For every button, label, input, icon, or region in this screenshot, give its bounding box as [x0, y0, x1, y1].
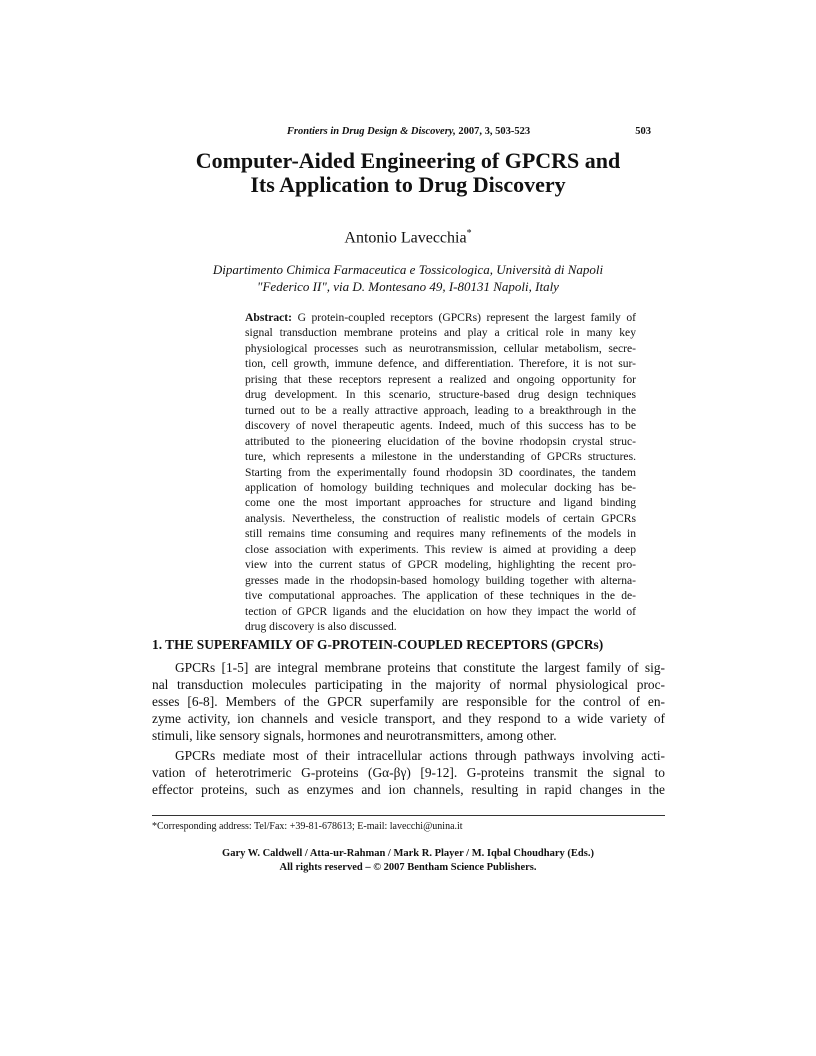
abstract-line: turned out to be a really attractive approach, leading to a breakthrough in the	[245, 403, 636, 417]
affiliation-line-1: Dipartimento Chimica Farmaceutica e Tossicologica, Università di Napoli	[212, 262, 604, 277]
abstract-line: tection of GPCR ligands and the elucidation on how they impact the world of	[245, 604, 636, 618]
body-line: zyme activity, ion channels and vesicle transport, and they respond to a wide variety of	[152, 710, 665, 726]
footer-rights: All rights reserved – © 2007 Bentham Science Publishers.	[279, 862, 537, 873]
abstract-line: tion, cell growth, immune defence, and differentiation. Therefore, it is not sur-	[245, 357, 636, 371]
page-number: 503	[635, 126, 651, 137]
abstract-line	[245, 311, 636, 326]
body-line: effector proteins, such as enzymes and ion channels, resulting in rapid changes in the	[152, 781, 665, 797]
abstract-line: application of homology building techniques and molecular docking has be-	[245, 480, 636, 494]
abstract-label: Abstract:	[245, 311, 293, 324]
body-line: GPCRs [1-5] are integral membrane proteins that constitute the largest family of sig-	[175, 660, 665, 675]
title-line-2: Its Application to Drug Discovery	[250, 172, 566, 197]
abstract-line: signal transduction membrane proteins and play a critical role in many key	[245, 326, 636, 340]
journal-name: Frontiers in Drug Design & Discovery,	[286, 126, 456, 137]
corresponding-mark: *	[466, 228, 472, 239]
affiliation-line-2: "Federico II", via D. Montesano 49, I-80131 Napoli, Italy	[257, 279, 559, 294]
abstract-line: view into the current status of GPCR modeling, highlighting the recent pro-	[245, 558, 636, 572]
abstract-line: come one the most important approaches for structure and ligand binding	[245, 496, 636, 510]
abstract-line: ture, which represents a milestone in the understanding of GPCRs structures.	[245, 450, 636, 464]
body-line: stimuli, like sensory signals, hormones and neurotransmitters, among other.	[152, 727, 557, 743]
author: Antonio Lavecchia*	[344, 228, 472, 247]
body-line: vation of heterotrimeric G-proteins (Gα-βγ) [9-12]. G-proteins transmit the signal to	[152, 764, 665, 780]
footnote-rule	[152, 815, 665, 816]
abstract-line: still remains time consuming and requires many refinements of the models in	[245, 527, 636, 541]
footer-editors: Gary W. Caldwell / Atta-ur-Rahman / Mark R. Player / M. Iqbal Choudhary (Eds.)	[222, 848, 594, 859]
abstract-line: Starting from the experimentally found rhodopsin 3D coordinates, the tandem	[245, 465, 636, 479]
abstract-line: drug development. In this scenario, structure-based drug design techniques	[245, 388, 636, 402]
body-line: GPCRs mediate most of their intracellular actions through pathways involving acti-	[175, 748, 665, 763]
abstract-line: discovery of novel therapeutic agents. Indeed, much of this success has to be	[245, 419, 636, 433]
abstract-line: drug discovery is also discussed.	[245, 620, 397, 633]
body-line: nal transduction molecules participating in the majority of normal physiological proc-	[152, 676, 665, 692]
abstract-line: analysis. Nevertheless, the construction of realistic models of certain GPCRs	[245, 511, 636, 525]
body-line: esses [6-8]. Members of the GPCR superfamily are responsible for the control of en-	[152, 693, 665, 709]
abstract-line: gresses made in the rhodopsin-based homology building together with alterna-	[245, 573, 636, 587]
abstract-line: tive computational approaches. The application of these techniques in the de-	[245, 589, 636, 603]
abstract-text: G protein-coupled receptors (GPCRs) represent the largest family of	[292, 311, 636, 324]
abstract-line: prising that these receptors represent a realized and ongoing opportunity for	[245, 372, 636, 386]
title-line-1: Computer-Aided Engineering of GPCRS and	[195, 148, 621, 173]
citation: 2007, 3, 503-523	[455, 126, 531, 137]
footnote: *Corresponding address: Tel/Fax: +39-81-678613; E-mail: lavecchi@unina.it	[152, 821, 463, 832]
abstract-line: physiological processes such as neurotransmission, cellular metabolism, secre-	[245, 341, 636, 355]
section-heading: 1. THE SUPERFAMILY OF G-PROTEIN-COUPLED RECEPTORS (GPCRs)	[152, 637, 604, 652]
abstract-line: close association with experiments. This review is aimed at providing a deep	[245, 542, 636, 556]
abstract-line: attributed to the pioneering elucidation of the bovine rhodopsin crystal struc-	[245, 434, 636, 448]
